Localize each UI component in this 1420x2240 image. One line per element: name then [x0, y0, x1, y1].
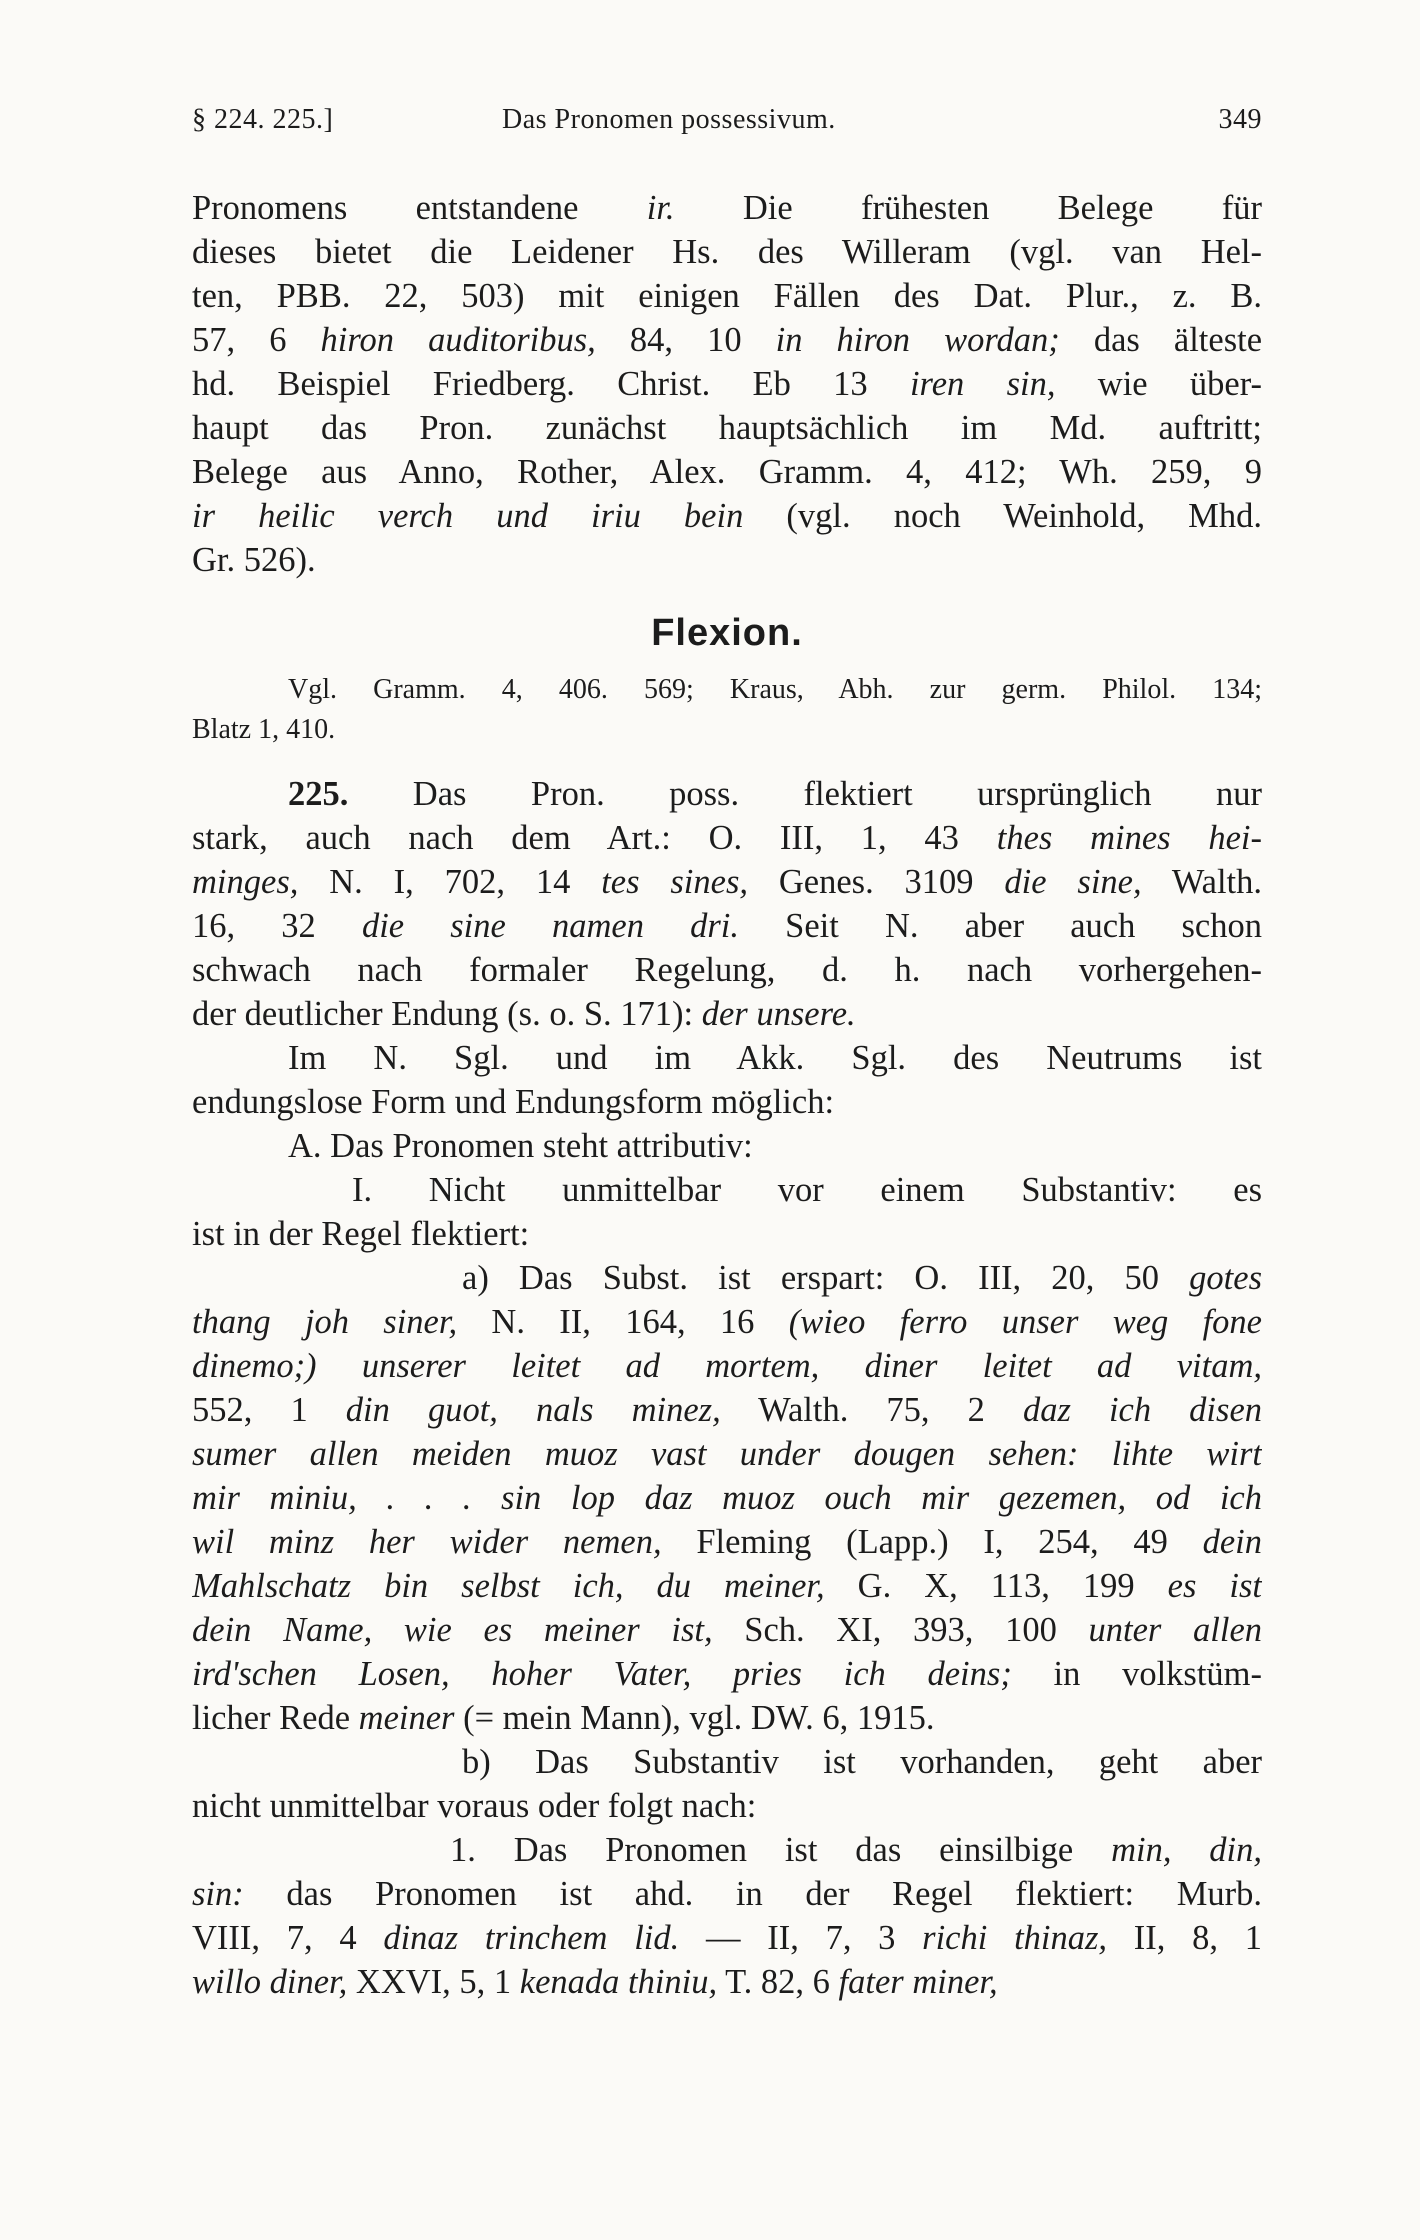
text-line	[192, 1036, 1262, 1080]
text-run: haupt das Pron. zunächst hauptsächlich im Md. auftritt;	[192, 409, 1262, 447]
text-run: licher Rede	[192, 1699, 359, 1737]
paragraph-continuation	[192, 186, 1262, 582]
italic-quote: ir heilic verch und iriu bein	[192, 497, 744, 535]
subsection-A: A. Das Pronomen steht attributiv:	[288, 1127, 753, 1165]
text-run: 84, 10	[595, 321, 776, 359]
text-line	[192, 1916, 1262, 1960]
paragraph-1	[192, 1828, 1262, 2004]
italic-quote: minges,	[192, 863, 299, 901]
italic-quote: meiner	[358, 1699, 455, 1737]
reference-note	[192, 670, 1262, 750]
text-run: N. II, 164, 16	[457, 1303, 789, 1341]
paragraph-neutrum	[192, 1036, 1262, 1124]
text-run: Fleming (Lapp.) I, 254, 49	[661, 1523, 1203, 1561]
text-run: 1. Das Pronomen ist das einsilbige	[450, 1831, 1112, 1869]
text-line	[192, 274, 1262, 318]
italic-quote: (wieo ferro unser weg fone	[788, 1303, 1262, 1341]
text-line	[192, 992, 1262, 1036]
text-run: Genes. 3109	[748, 863, 1005, 901]
reference-line: Vgl. Gramm. 4, 406. 569; Kraus, Abh. zur germ. Philol. 134;	[288, 674, 1262, 705]
text-run: (= mein Mann), vgl. DW. 6, 1915.	[454, 1699, 935, 1737]
text-run: das älteste	[1059, 321, 1262, 359]
italic-quote: thang joh siner,	[192, 1303, 458, 1341]
page-number: 349	[1218, 104, 1262, 135]
text-run: Sch. XI, 393, 100	[712, 1611, 1089, 1649]
italic-quote: hiron auditoribus,	[320, 321, 596, 359]
text-line	[192, 1168, 1262, 1212]
running-title: Das Pronomen possessivum.	[502, 104, 836, 135]
paragraph-a	[192, 1256, 1262, 1740]
text-run: Belege aus Anno, Rother, Alex. Gramm. 4, 412; Wh. 259, 9	[192, 453, 1262, 491]
text-run: 57, 6	[192, 321, 321, 359]
text-run: wie über-	[1055, 365, 1262, 403]
text-line	[192, 1608, 1262, 1652]
text-line	[192, 1212, 1262, 1256]
text-line	[192, 1344, 1262, 1388]
italic-quote: sin:	[192, 1875, 244, 1913]
section-number: 225.	[288, 775, 349, 813]
italic-quote: Mahlschatz bin selbst ich, du meiner,	[192, 1567, 825, 1605]
text-run: 16, 32	[192, 907, 362, 945]
italic-quote: richi thinaz,	[922, 1919, 1108, 1957]
text-run: T. 82, 6	[717, 1963, 839, 2001]
italic-quote: tes sines,	[601, 863, 748, 901]
text-line	[192, 406, 1262, 450]
text-line	[192, 1696, 1262, 1740]
italic-quote: mir miniu, . . . sin lop daz muoz ouch mir gezemen, od ich	[192, 1479, 1262, 1517]
text-run: b) Das Substantiv ist vorhanden, geht aber	[462, 1743, 1262, 1781]
italic-quote: in hiron wordan;	[775, 321, 1060, 359]
text-line	[192, 1960, 1262, 2004]
text-run: ist in der Regel flektiert:	[192, 1215, 530, 1253]
text-line	[192, 772, 1262, 816]
text-line	[192, 1388, 1262, 1432]
text-run: in volkstüm-	[1011, 1655, 1262, 1693]
text-line	[192, 362, 1262, 406]
italic-quote: daz ich disen	[1022, 1391, 1262, 1429]
text-run: Walth. 75, 2	[720, 1391, 1023, 1429]
italic-quote: dein Name, wie es meiner ist,	[192, 1611, 713, 1649]
text-line	[192, 1080, 1262, 1124]
italic-quote: es ist	[1167, 1567, 1262, 1605]
italic-quote: die sine,	[1004, 863, 1142, 901]
italic-quote: ir.	[646, 189, 675, 227]
text-line	[192, 1828, 1262, 1872]
italic-quote: kenada thiniu,	[519, 1963, 718, 2001]
italic-quote: iren sin,	[909, 365, 1056, 403]
italic-quote: dinaz trinchem lid.	[383, 1919, 680, 1957]
text-line	[192, 318, 1262, 362]
text-line	[192, 450, 1262, 494]
italic-quote: willo diner,	[192, 1963, 348, 2001]
text-line	[192, 1256, 1262, 1300]
text-line	[192, 904, 1262, 948]
text-run: (vgl. noch Weinhold, Mhd.	[743, 497, 1262, 535]
italic-quote: dinemo;) unserer leitet ad mortem, diner leitet ad vitam,	[192, 1347, 1262, 1385]
text-run: Walth.	[1141, 863, 1262, 901]
text-run: Die frühesten Belege für	[674, 189, 1262, 227]
text-line	[192, 1872, 1262, 1916]
italic-quote: unter allen	[1088, 1611, 1262, 1649]
text-line	[192, 230, 1262, 274]
text-run: hd. Beispiel Friedberg. Christ. Eb 13	[192, 365, 910, 403]
page-body	[192, 186, 1262, 2004]
text-line	[192, 186, 1262, 230]
italic-quote: thes mines hei-	[996, 819, 1262, 857]
text-run: endungslose Form und Endungsform möglich:	[192, 1083, 835, 1121]
text-run: 552, 1	[192, 1391, 346, 1429]
text-run: XXVI, 5, 1	[347, 1963, 520, 2001]
italic-quote: ird'schen Losen, hoher Vater, pries ich deins;	[192, 1655, 1012, 1693]
text-run: das Pronomen ist ahd. in der Regel flektiert: Murb.	[243, 1875, 1262, 1913]
italic-quote: dein	[1202, 1523, 1262, 1561]
italic-quote: wil minz her wider nemen,	[192, 1523, 662, 1561]
text-line	[192, 860, 1262, 904]
text-run: Seit N. aber auch schon	[739, 907, 1262, 945]
text-run: Gr. 526).	[192, 541, 316, 579]
italic-quote: der unsere.	[701, 995, 856, 1033]
text-run: der deutlicher Endung (s. o. S. 171):	[192, 995, 702, 1033]
text-run: VIII, 7, 4	[192, 1919, 384, 1957]
italic-quote: min, din,	[1111, 1831, 1262, 1869]
paragraph-I	[192, 1168, 1262, 1256]
italic-quote: din guot, nals minez,	[345, 1391, 721, 1429]
text-run: Pronomens entstandene	[192, 189, 647, 227]
text-line	[192, 1740, 1262, 1784]
text-run: nicht unmittelbar voraus oder folgt nach:	[192, 1787, 757, 1825]
text-line	[192, 1652, 1262, 1696]
text-run: stark, auch nach dem Art.: O. III, 1, 43	[192, 819, 997, 857]
text-run: II, 8, 1	[1107, 1919, 1262, 1957]
text-line	[192, 538, 1262, 582]
paragraph-225	[192, 772, 1262, 1036]
text-line	[192, 1476, 1262, 1520]
italic-quote: gotes	[1189, 1259, 1262, 1297]
section-heading: Flexion.	[651, 612, 803, 654]
text-line	[192, 494, 1262, 538]
text-run: ten, PBB. 22, 503) mit einigen Fällen des Dat. Plur., z. B.	[192, 277, 1262, 315]
text-line	[192, 816, 1262, 860]
text-run: Das Pron. poss. flektiert ursprünglich nur	[348, 775, 1262, 813]
running-header	[192, 104, 1262, 144]
text-run: dieses bietet die Leidener Hs. des Willeram (vgl. van Hel-	[192, 233, 1262, 271]
text-line	[192, 948, 1262, 992]
text-run: schwach nach formaler Regelung, d. h. nach vorhergehen-	[192, 951, 1262, 989]
italic-quote: fater miner,	[838, 1963, 998, 2001]
text-run: N. I, 702, 14	[298, 863, 602, 901]
paragraph-b	[192, 1740, 1262, 1828]
italic-quote: die sine namen dri.	[361, 907, 740, 945]
text-line	[192, 1564, 1262, 1608]
text-run: — II, 7, 3	[679, 1919, 923, 1957]
text-run: G. X, 113, 199	[824, 1567, 1168, 1605]
text-line	[192, 1300, 1262, 1344]
text-run: I. Nicht unmittelbar vor einem Substantiv: es	[352, 1171, 1262, 1209]
reference-line: Blatz 1, 410.	[192, 714, 336, 745]
text-run: a) Das Subst. ist erspart: O. III, 20, 50	[462, 1259, 1190, 1297]
italic-quote: sumer allen meiden muoz vast under dougen sehen: lihte wirt	[192, 1435, 1262, 1473]
text-line	[192, 1784, 1262, 1828]
text-line	[192, 1520, 1262, 1564]
section-reference: § 224. 225.]	[192, 104, 334, 135]
text-line	[192, 1432, 1262, 1476]
text-run: Im N. Sgl. und im Akk. Sgl. des Neutrums ist	[288, 1039, 1262, 1077]
